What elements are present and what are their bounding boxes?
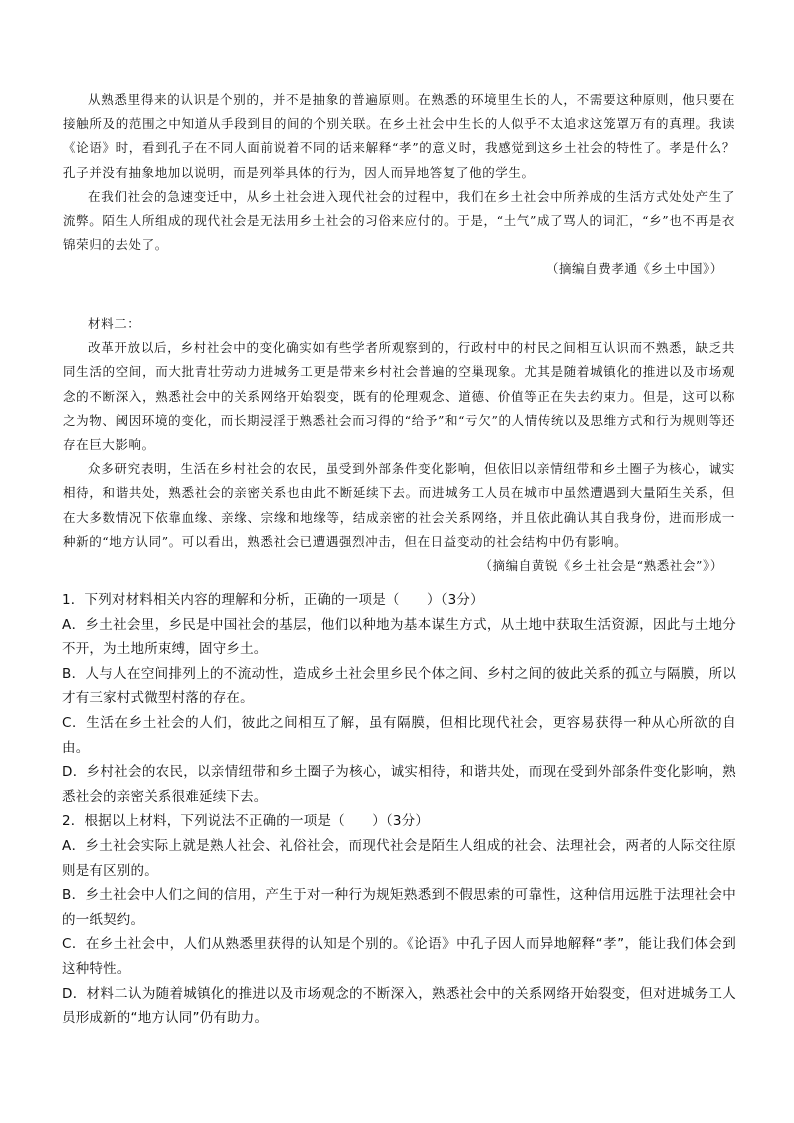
material-two-label: 材料二： — [88, 316, 141, 331]
material-two-source: （摘编自黄锐《乡土社会是“熟悉社会”》） — [479, 558, 723, 574]
question-1-option-c: C．生活在乡土社会的人们，彼此之间相互了解，虽有隔膜，但相比现代社会，更容易获得一种从心所欲的自由。 — [62, 714, 736, 756]
question-section — [62, 588, 736, 1031]
material-one-excerpt — [63, 88, 735, 282]
question-1-stem: 1．下列对材料相关内容的理解和分析，正确的一项是（ ）（3分） — [62, 592, 484, 608]
question-1-option-a: A．乡土社会里，乡民是中国社会的基层，他们以种地为基本谋生方式，从土地中获取生活资源，因此与土地分不开，为土地所束缚，固守乡土。 — [62, 616, 736, 658]
question-2-option-a: A．乡土社会实际上就是熟人社会、礼俗社会，而现代社会是陌生人组成的社会、法理社会，两者的人际交往原则是有区别的。 — [62, 837, 736, 879]
question-2-option-b: B．乡土社会中人们之间的信用，产生于对一种行为规矩熟悉到不假思索的可靠性，这种信用远胜于法理社会中的一纸契约。 — [62, 887, 736, 928]
question-2-stem: 2．根据以上材料，下列说法不正确的一项是（ ）（3分） — [62, 813, 430, 830]
material-one-paragraph-2: 在我们社会的急速变迁中，从乡土社会进入现代社会的过程中，我们在乡土社会中所养成的生活方式处处产生了流弊。陌生人所组成的现代社会是无法用乡土社会的习俗来应付的。于是，“土气”成了骂人的词汇，“乡”也不再是衣锦荣归的去处了。 — [63, 188, 735, 253]
material-two-paragraph-1: 改革开放以后，乡村社会中的变化确实如有些学者所观察到的，行政村中的村民之间相互认识而不熟悉，缺乏共同生活的空间，而大批青壮劳动力进城务工更是带来乡村社会普遍的空巢现象。尤其是随着城镇化的推进以及市场观念的不断深入，熟悉社会中的关系网络开始裂变，既有的伦理观念、道德、价值等正在失去约束力。但是，这可以称之为物、阈因环境的变化，而长期浸淫于熟悉社会而习得的“给予”和“亏欠”的人情传统以及思维方式和行为规则等还存在巨大影响。 — [63, 340, 735, 453]
question-2-option-d: D．材料二认为随着城镇化的推进以及市场观念的不断深入，熟悉社会中的关系网络开始裂变，但对进城务工人员形成新的“地方认同”仍有助力。 — [62, 985, 736, 1027]
material-two — [63, 312, 735, 578]
question-2-option-c: C．在乡土社会中，人们从熟悉里获得的认知是个别的。《论语》中孔子因人而异地解释“孝”，能让我们体会到这种特性。 — [62, 936, 736, 977]
question-1-option-b: B．人与人在空间排列上的不流动性，造成乡土社会里乡民个体之间、乡村之间的彼此关系的孤立与隔膜，所以才有三家村式微型村落的存在。 — [62, 665, 736, 707]
material-two-paragraph-2: 众多研究表明，生活在乡村社会的农民，虽受到外部条件变化影响，但依旧以亲情纽带和乡土圈子为核心，诚实相待，和谐共处，熟悉社会的亲密关系也由此不断延续下去。而进城务工人员在城市中虽然遭遇到大量陌生关系，但在大多数情况下依靠血缘、亲缘、宗缘和地缘等，结成亲密的社会关系网络，并且依此确认其自我身份，进而形成一种新的“地方认同”。可以看出，熟悉社会已遭遇强烈冲击，但在日益变动的社会结构中仍有影响。 — [63, 461, 735, 549]
material-one-paragraph-1: 从熟悉里得来的认识是个别的，并不是抽象的普遍原则。在熟悉的环境里生长的人，不需要这种原则，他只要在接触所及的范围之中知道从手段到目的间的个别关联。在乡土社会中生长的人似乎不太追求这笼罩万有的真理。我读《论语》时，看到孔子在不同人面前说着不同的话来解释“孝”的意义时，我感觉到这乡土社会的特性了。孝是什么？孔子并没有抽象地加以说明，而是列举具体的行为，因人而异地答复了他的学生。 — [63, 92, 735, 180]
question-1-option-d: D．乡村社会的农民，以亲情纽带和乡土圈子为核心，诚实相待，和谐共处，而现在受到外部条件变化影响，熟悉社会的亲密关系很难延续下去。 — [62, 764, 736, 805]
material-one-source: （摘编自费孝通《乡土中国》） — [545, 261, 723, 277]
